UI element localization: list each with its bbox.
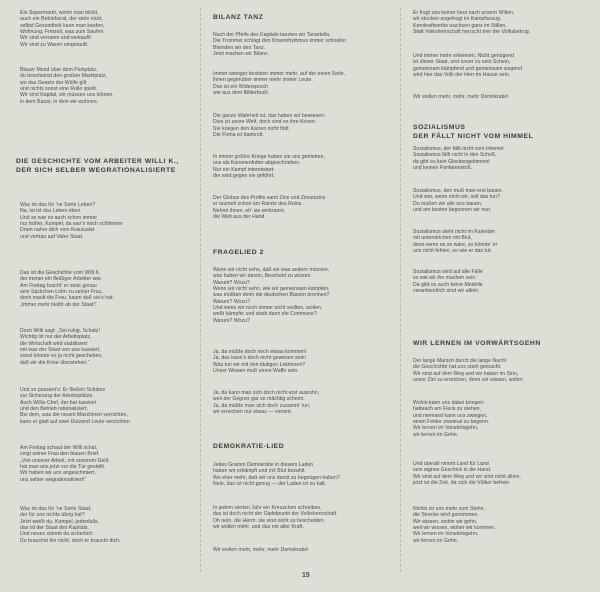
- lyric-line: du bescheinst den großen Marktplatz,: [20, 73, 108, 80]
- lyric-line: unser Ziel zu erreichen, denn wir wissen, wohin:: [413, 377, 524, 384]
- lyric-line: wird hier das Volk der Herr im Hause sein.: [413, 72, 511, 79]
- lyric-line: wie aus dem Bilderbuch.: [213, 90, 270, 97]
- column-left: [0, 0, 200, 592]
- lyric-line: uns selber wegrationalisiert!“: [20, 476, 87, 483]
- lyric-line: Und überall nimmt Land für Land: [413, 461, 489, 467]
- lyric-line: Wir sind verraten und verkauft!: [20, 35, 91, 42]
- verse: [213, 547, 400, 553]
- lyric-line: Sozialismus, der fällt nicht vom Himmel.: [413, 146, 506, 152]
- lyric-line: und den Betrieb rationalisiert.: [20, 406, 88, 413]
- lyric-line: weil der Gegner gar so mächtig scheint.: [213, 396, 305, 403]
- verse: [213, 267, 400, 324]
- verse: [213, 462, 400, 487]
- verse: [213, 195, 400, 220]
- lyric-line: Wenn wir nicht sehn, wie wir gemeinsam kämpfen,: [213, 286, 330, 293]
- lyric-line: nur früher, Kumpel, da war’s noch schlimmer: [20, 221, 124, 228]
- lyric-line: „Von unserer Arbeit, mit unserem Geld: [20, 457, 109, 464]
- lyric-line: Am Freitag schaut der Willi schal,: [20, 445, 98, 451]
- lyric-line: Wir sind auf dem Weg und wir haben im Sinn,: [413, 370, 519, 377]
- lyric-line: und nichts sonst eine Rolle spielt.: [20, 86, 98, 93]
- verse: [213, 154, 400, 179]
- lyric-line: Da gibt es auch keine Modelle: [413, 281, 483, 288]
- lyric-line: Und so war es auch schon immer: [20, 214, 98, 221]
- column-right: [400, 0, 600, 592]
- column-middle: [200, 0, 400, 592]
- lyric-line: Jetzt machen wir Bilanz.: [213, 51, 270, 58]
- lyric-line: die Welt aus der Hand.: [213, 214, 266, 221]
- lyric-line: die Geschichte hat uns stark gemacht.: [413, 364, 502, 371]
- lyric-line: Wir sind Kapital, wir müssen uns lohnen,: [20, 92, 114, 99]
- lyric-line: Na, ist ist das Leben eben.: [20, 208, 82, 215]
- lyric-line: was haben wir davon, Bescheid zu wissen.: [213, 273, 312, 280]
- lyric-line: Und wenn wir noch immer nicht wollten, wollen,: [213, 305, 323, 312]
- lyric-line: Wohnung, Freizeit, was zum Saufen: [20, 29, 104, 36]
- lyric-line: wir lernen im Gehn.: [413, 537, 459, 544]
- verse: [213, 71, 400, 96]
- lyric-line: Wir wissen, wohin wir gehn,: [413, 518, 478, 525]
- verse: [413, 10, 600, 35]
- lyric-line: doch mault die Frau, kaum daß sie’s hat:: [20, 295, 114, 302]
- lyric-line: haben wir erkämpft und mit Blut bezahlt.: [213, 468, 306, 475]
- lyric-line: Nein, das ist nicht genug — der Laden ist zu kalt.: [213, 481, 327, 488]
- lyric-line: er taumelt schon am Rande des Ruins.: [213, 201, 303, 208]
- song-title: FRAGELIED 2: [213, 249, 264, 256]
- lyric-line: Nichts ist uns mehr zum Stehn,: [413, 506, 485, 512]
- lyric-line: Nehmt ihnen, eh’ sie verbrannt,: [213, 207, 286, 214]
- lyric-line: wo das Gesetz der Wölfe gilt: [20, 79, 87, 86]
- lyric-line: das ist doch nicht der Gipfelpunkt der Volksherrschaft.: [213, 511, 338, 518]
- lyric-line: Er fragt uns keiner heut nach unsern Willen,: [413, 10, 515, 16]
- lyric-line: die Strecke wird genommen.: [413, 512, 479, 519]
- verse: [213, 505, 400, 530]
- lyric-line: Du mußen wir alle uns trauen,: [413, 200, 483, 207]
- lyric-line: „Immer mehr bleibt ab der Staat!“: [20, 301, 97, 308]
- lyric-line: Oh nein, die Herrn, sie sind nicht so bescheiden,: [213, 517, 326, 524]
- lyric-line: Warum? Wozu?: [213, 279, 250, 286]
- lyric-line: Doch Willi sagt: „Sei ruhig, Schatz!: [20, 328, 100, 334]
- lyric-line: was müßten denn die deutschen Basern brennen?: [213, 292, 330, 299]
- lyric-line: Dies ist unsre Welt, doch sind es ihre Krisen.: [213, 119, 317, 126]
- lyric-line: Wir sind zu Waren umgetauft.: [20, 41, 89, 48]
- lyric-line: Blauer Mond über dem Parkplatz,: [20, 67, 98, 73]
- lyric-line: Immer weniger besitzen immer mehr, auf der einen Seite,: [213, 71, 346, 77]
- song-title-line: DER FÄLLT NICHT VOM HIMMEL: [413, 132, 534, 140]
- lyric-line: der immer ein fleißiger Arbeiter war.: [20, 276, 103, 283]
- verse: [413, 400, 600, 438]
- verse: [413, 461, 600, 486]
- lyric-line: Wir wollen mehr, mehr, mehr Demokratie!: [413, 94, 509, 100]
- song-title: BILANZ TANZ: [213, 14, 264, 21]
- lyric-line: Der Globus des Profits samt Zins und Zinseszins: [213, 195, 326, 201]
- verse: [413, 188, 600, 213]
- verse: [413, 229, 600, 254]
- song-title-line: SOZIALISMUS: [413, 124, 466, 131]
- verse: [413, 94, 600, 100]
- lyric-line: Nur ein Kampf interessiert:: [213, 166, 275, 173]
- lyric-line: zeigt seiner Frau den blauen Brief.: [20, 451, 100, 458]
- lyric-line: da gibt es kein Glockengebimmel: [413, 158, 490, 165]
- lyric-line: Und wer, wenn nicht wir, soll das tun?: [413, 194, 500, 201]
- lyric-line: Und so passiert’s: Er fließen Schätze: [20, 387, 106, 393]
- lyric-line: sein Säckchen Lohn zu seiner Frau,: [20, 289, 103, 296]
- lyric-line: selbst Gesundheit kann man kaufen,: [20, 22, 105, 29]
- lyric-line: Statt Volksherrschaft herrscht hier der Volksbetrug.: [413, 29, 531, 36]
- lyric-line: auch ein Betriebsrat, der stets nickt,: [20, 16, 103, 23]
- lyric-line: Das ist ein Widerspruch: [213, 83, 268, 90]
- lyric-line: kann er glatt auf zwei Dutzend Leute verzichten.: [20, 418, 132, 425]
- lyric-line: Warum? Wozu?: [213, 317, 250, 324]
- lyric-line: zur Sicherung der Arbeitsplätze.: [20, 393, 94, 400]
- lyric-line: Am Freitag bracht’ er stets genau: [20, 282, 97, 289]
- lyric-line: Sozialismus wird auf alle Fälle: [413, 269, 483, 275]
- lyric-line: Jetzt weißt du, Kumpel, jedenfalls,: [20, 518, 100, 525]
- lyric-line: In immer größre Kriege haben sie uns getrieben,: [213, 154, 325, 160]
- song-title-line: DIE GESCHICHTE VOM ARBEITER WILLI K.,: [16, 158, 179, 165]
- lyric-line: sonst könnte es ja nicht geschehen,: [20, 353, 103, 360]
- lyric-line: Wichtig ist nur der Arbeitsplatz,: [20, 334, 92, 341]
- verse: [20, 202, 200, 240]
- lyric-line: uns als Kanonenfutter abgeschrieben.: [213, 160, 301, 167]
- verse: [213, 113, 400, 138]
- lyric-line: Was ist das für ’ne Sorte Leben?: [20, 202, 96, 208]
- lyric-line: sein eignes Geschick in die Hand.: [413, 467, 492, 474]
- verse: [20, 387, 200, 425]
- verse: [413, 146, 600, 171]
- page-number: 15: [302, 572, 310, 579]
- verse: [213, 390, 400, 415]
- song-title: DEMOKRATIE-LIED: [213, 443, 285, 450]
- lyric-line: verantwortlich sind wir allein.: [413, 288, 480, 295]
- verse: [413, 53, 600, 78]
- lyric-line: Sie kriegen den Karren nicht flott.: [213, 125, 291, 132]
- lyric-line: Ja, da müßte man sich doch zusamm’ tun,: [213, 402, 311, 409]
- lyric-line: Was tun wir mit den blutigen Lektionen?: [213, 361, 306, 368]
- lyric-line: Jedes Gramm Demokratie in diesem Laden: [213, 462, 314, 468]
- verse: [413, 358, 600, 383]
- lyric-line: Die Trommel schlägt den Krisenrhythmus immer schneller: [213, 38, 347, 45]
- lyric-line: in dem Bazar, in dem wir wohnen.: [20, 98, 99, 105]
- lyric-line: Und immer mehr erkennen, Nicht genügend: [413, 53, 515, 59]
- lyric-line: Unser Wissen muß unsre Waffe sein.: [213, 368, 299, 375]
- lyric-line: Und neues stimmt da sicherlich:: [20, 531, 94, 538]
- lyric-line: einen Fehler zweimal zu begehn.: [413, 419, 490, 426]
- lyric-line: Die Firma ist bankrott.: [213, 132, 264, 139]
- lyric-line: wir wollen mehr, und das mit aller Kraft.: [213, 524, 304, 531]
- lyric-line: Sozialismus, den muß man erst bauen.: [413, 188, 504, 194]
- lyric-line: Das ist die Geschichte vom Willi K.: [20, 270, 101, 276]
- lyric-line: ihnen gegenüber immer mehr immer Leute.: [213, 77, 313, 84]
- lyric-line: ist dieser Staat, und unser zu sein Schein,: [413, 59, 511, 66]
- lyric-line: jetzt ist die Zeit, da sich die Völker befrein.: [413, 480, 511, 487]
- lyric-line: Die ganze Wahrheit ist, das haben wir bewiesen:: [213, 113, 326, 119]
- lyric-line: Auch Willis Chef, der hat kassiert: [20, 399, 97, 406]
- lyric-line: Wo eher mehr, daß wir uns damit zu begnügen haben?: [213, 474, 340, 481]
- lyric-line: Bleinden wir den Tanz.: [213, 44, 266, 51]
- lyric-line: Ja, da kann man sich doch nicht erst ausruhn,: [213, 390, 320, 396]
- lyric-line: hat man uns jetzt vor die Tür gestellt.: [20, 464, 106, 471]
- lyric-line: Kernkraftwerke wachsen ganz im Stillen.: [413, 22, 507, 29]
- lyric-line: der wird gegen sie geführt.: [213, 173, 275, 180]
- lyric-line: Sozialismus fällt nicht in den Schoß,: [413, 152, 497, 159]
- lyric-line: Wir lernen im Vorwärtsgehn,: [413, 531, 479, 538]
- lyric-line: weßt kämpfte und starb dann die Commune?: [213, 311, 317, 318]
- lyric-line: Wir wollen mehr, mehr, mehr Demokratie!: [213, 547, 309, 553]
- lyric-line: Ein Supermarkt, wohin man blickt,: [20, 10, 99, 16]
- lyric-line: Der lange Marsch durch die lange Nacht: [413, 358, 507, 364]
- verse: [213, 32, 400, 57]
- lyric-line: Wenn wir nicht sehn, daß wir was andern müssen,: [213, 267, 330, 273]
- lyric-line: Wir lernen im Vorwärtsgehn,: [413, 425, 479, 432]
- lyric-line: Sozialismus steht nicht im Kalender: [413, 229, 496, 235]
- lyric-line: Nach der Pfeife des Kapitals tanzten wir Tarantella.: [213, 32, 331, 38]
- lyric-line: Du brauchst ihn nicht, doch er braucht dich.: [20, 537, 121, 544]
- lyric-line: die Wirtschaft wird stabilisiert: [20, 340, 88, 347]
- lyric-line: Warum? Wozu?: [213, 298, 250, 305]
- verse: [413, 269, 600, 294]
- lyric-line: Drum nahre dich vom Krauisalat: [20, 227, 95, 234]
- lyric-line: Ja, das kann’s doch nicht gewesen sein!: [213, 355, 307, 362]
- lyric-line: hatteach am Fleck zu stehen,: [413, 406, 481, 413]
- verse: [20, 67, 200, 105]
- verse: [213, 349, 400, 374]
- lyric-line: und keinen Fanfarenstoß.: [413, 165, 473, 172]
- verse: [20, 10, 200, 48]
- lyric-line: mit was der Staat von uns kassiert,: [20, 347, 101, 354]
- lyric-line: und niemand kann uns zwingen,: [413, 412, 488, 419]
- lyric-line: Wir sind auf dem Weg und wir sind nicht allein,: [413, 473, 521, 480]
- lyric-line: Was ist das für ’ne Sorte Staat,: [20, 506, 92, 512]
- lyric-line: und am besten begonnen wir nun.: [413, 207, 492, 214]
- lyric-line: und vertrau auf Vater Staat.: [20, 233, 84, 240]
- lyric-line: gemeinsam kämpfend und gemeinsam siegend: [413, 65, 523, 72]
- verse: [20, 328, 200, 366]
- song-title: WIR LERNEN IM VORWÄRTSGEHN: [413, 340, 541, 347]
- song-title: [16, 158, 200, 175]
- song-title: [413, 124, 600, 141]
- lyric-line: daß wir die Krise überstehen.“: [20, 359, 90, 366]
- lyric-line: wir lernen im Gehn.: [413, 431, 459, 438]
- verse: [20, 445, 200, 483]
- lyric-line: uns nicht fehlen, so wie er das tut.: [413, 248, 492, 255]
- lyric-line: wir erreichen nur etwas — vereint.: [213, 409, 292, 416]
- lyric-line: der für uns nichts übrig hat?: [20, 512, 85, 519]
- verse: [20, 506, 200, 544]
- verse: [413, 506, 600, 544]
- song-title-line: DER SICH SELBER WEGRATIONALISIERTE: [16, 166, 176, 174]
- lyric-line: Wir haben wir uns angeschmiert,: [20, 470, 96, 477]
- lyric-line: so wie wir ihn machen sein.: [413, 275, 477, 282]
- verse: [20, 270, 200, 308]
- lyric-line: denn wenn es so wäre, so könnte’ er: [413, 241, 498, 248]
- lyric-line: mit unterstrichen mit Blut,: [413, 235, 472, 242]
- lyric-line: Ja, da müßte doch noch etwas kommen!: [213, 349, 307, 355]
- lyric-line: Wohin kann uns dabei bringen:: [413, 400, 485, 406]
- lyric-line: Bei dem, was die neuen Maschinen verrichten,: [20, 412, 128, 419]
- lyric-line: wir stecken ungefragt im Kampfanzug.: [413, 16, 502, 23]
- lyric-line: In jedem vierten Jahr ein Kreuzchen schreiben,: [213, 505, 322, 511]
- lyric-line: weil wir wissen, woher wir kommen.: [413, 525, 496, 532]
- lyric-line: das ist der Staat des Kapitals.: [20, 525, 89, 532]
